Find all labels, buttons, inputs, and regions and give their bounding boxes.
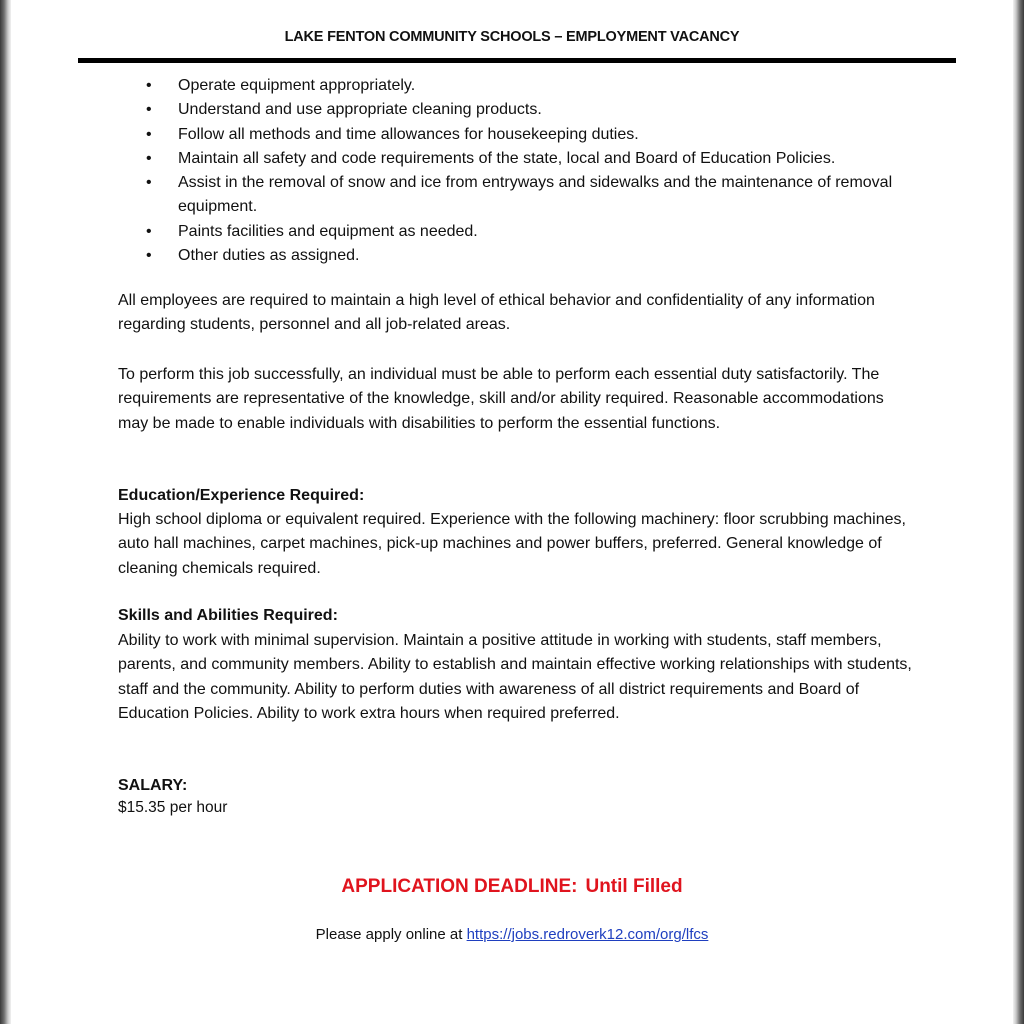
list-item: • Operate equipment appropriately.: [118, 74, 938, 98]
header-rule: [78, 58, 956, 63]
list-item: • Other duties as assigned.: [118, 244, 938, 268]
ethics-paragraph: All employees are required to maintain a high level of ethical behavior and confidentiality of any information regarding students, personnel and all job-related areas.: [118, 292, 875, 334]
window-frame-right: [1013, 0, 1024, 1024]
window-frame-left: [0, 0, 11, 1024]
bullet-icon: •: [146, 174, 152, 192]
list-item: • Understand and use appropriate cleaning products.: [118, 98, 938, 122]
requirements-paragraph: To perform this job successfully, an individual must be able to perform each essential duty satisfactorily. The requirements are representative of the knowledge, skill and/or ability required. Reasonable accommodations may be made to enable individuals with disabilities to perform the essential functions.: [118, 366, 884, 432]
bullet-icon: •: [146, 125, 152, 143]
document-header: LAKE FENTON COMMUNITY SCHOOLS – EMPLOYMENT VACANCY: [284, 29, 740, 45]
apply-text: Please apply online at: [315, 926, 463, 943]
deadline-value: Until Filled: [585, 876, 683, 897]
salary-heading: SALARY:: [118, 777, 188, 794]
deadline-label: APPLICATION DEADLINE:: [341, 876, 578, 897]
list-item: • Maintain all safety and code requirements of the state, local and Board of Education Policies.: [118, 147, 938, 171]
list-item: • Follow all methods and time allowances for housekeeping duties.: [118, 123, 938, 147]
duties-list: [118, 74, 938, 268]
skills-heading: Skills and Abilities Required:: [118, 607, 338, 624]
list-item: • Assist in the removal of snow and ice from entryways and sidewalks and the maintenance of removal equipment.: [118, 171, 938, 220]
bullet-icon: •: [146, 149, 152, 167]
bullet-icon: •: [146, 101, 152, 119]
list-item: • Paints facilities and equipment as needed.: [118, 220, 938, 244]
bullet-icon: •: [146, 222, 152, 240]
apply-link[interactable]: https://jobs.redroverk12.com/org/lfcs: [466, 926, 709, 943]
bullet-icon: •: [146, 247, 152, 265]
education-text: High school diploma or equivalent required. Experience with the following machinery: floor scrubbing machines, auto hall machines, carpet machines, pick-up machines and power buffers, preferred. General knowledge of cleaning chemicals required.: [118, 511, 906, 577]
application-deadline: [0, 876, 1024, 898]
apply-line: [0, 926, 1024, 943]
education-heading: Education/Experience Required:: [118, 487, 365, 504]
bullet-icon: •: [146, 77, 152, 94]
salary-value: $15.35 per hour: [118, 799, 228, 816]
skills-text: Ability to work with minimal supervision. Maintain a positive attitude in working with students, staff members, parents, and community members. Ability to establish and maintain effective working relationships with students, staff and the community. Ability to perform duties with awareness of all district requirements and Board of Education Policies. Ability to work extra hours when required preferred.: [118, 632, 912, 722]
